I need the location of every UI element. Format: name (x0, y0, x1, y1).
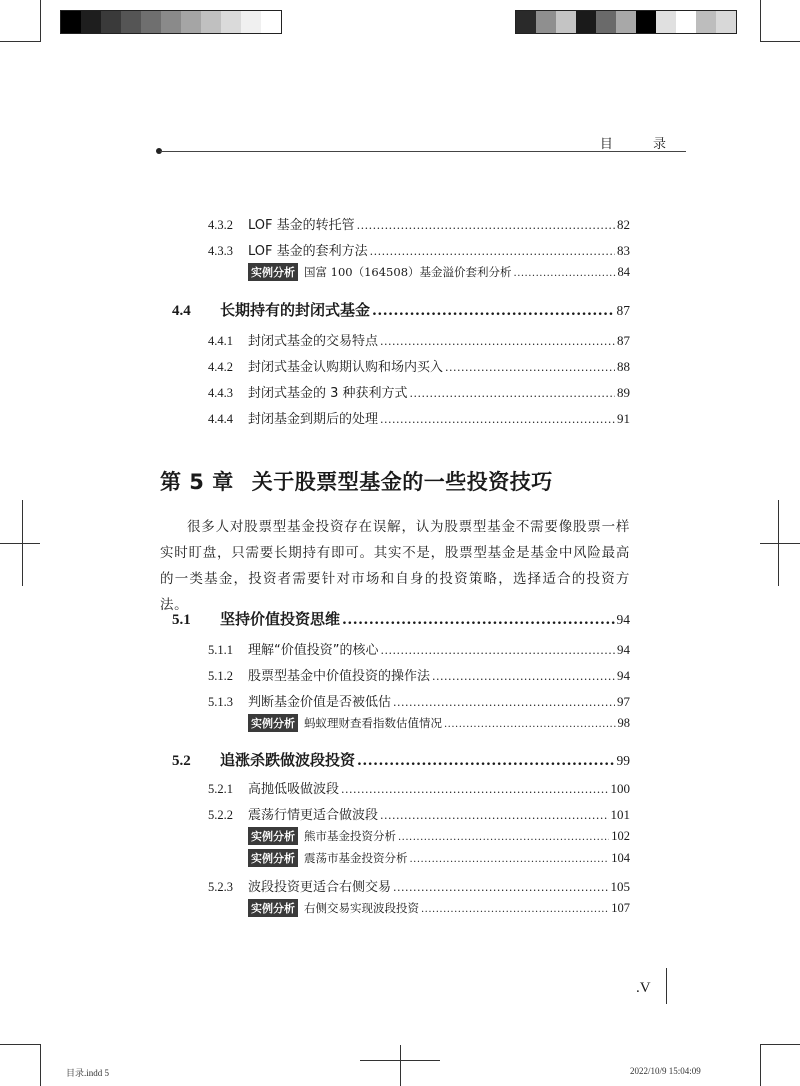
toc-number: 5.2.2 (208, 808, 233, 822)
toc-case-study (248, 827, 630, 845)
chapter-number: 第 5 章 (160, 470, 234, 494)
color-swatch (536, 11, 556, 33)
toc-subsection (208, 804, 630, 826)
toc-leader-dots (357, 219, 615, 232)
toc-title: 坚持价值投资思维 (220, 610, 341, 628)
case-study-tag: 实例分析 (248, 263, 298, 281)
toc-title: 高抛低吸做波段 (248, 782, 340, 797)
toc-title: 封闭式基金的 3 种获利方式 (248, 386, 408, 401)
toc-page-number: 87 (617, 333, 630, 348)
toc-title: 国富 100（164508）基金溢价套利分析 (304, 265, 512, 279)
color-bar-left (60, 10, 282, 34)
toc-leader-dots (341, 783, 608, 796)
toc-number: 4.4.2 (208, 360, 233, 374)
case-study-tag: 实例分析 (248, 827, 298, 845)
toc-page-number: 87 (616, 303, 630, 318)
chapter-heading (160, 466, 553, 496)
toc-title: 震荡市基金投资分析 (304, 851, 408, 865)
toc-page-number: 94 (617, 642, 630, 657)
toc-subsection (208, 330, 630, 352)
toc-leader-dots (444, 719, 616, 730)
toc-page-number: 97 (617, 694, 630, 709)
color-swatch (221, 11, 241, 33)
chapter-title: 关于股票型基金的一些投资技巧 (251, 470, 553, 494)
toc-page-number: 101 (610, 807, 630, 822)
toc-leader-dots (410, 387, 615, 400)
color-swatch (121, 11, 141, 33)
toc-title: 震荡行情更适合做波段 (248, 808, 379, 823)
folio-rule (666, 968, 667, 1004)
toc-title: 追涨杀跌做波段投资 (220, 751, 356, 769)
toc-page-number: 99 (616, 753, 630, 768)
case-study-tag: 实例分析 (248, 714, 298, 732)
toc-subsection (208, 639, 630, 661)
toc-title: 右侧交易实现波段投资 (304, 901, 419, 915)
toc-number: 5.2.1 (208, 782, 233, 796)
toc-page-number: 94 (616, 612, 630, 627)
toc-number: 5.1.1 (208, 643, 233, 657)
toc-page-number: 91 (617, 411, 630, 426)
toc-page-number: 100 (610, 781, 630, 796)
case-study-tag: 实例分析 (248, 849, 298, 867)
toc-leader-dots (342, 612, 614, 628)
toc-leader-dots (410, 854, 610, 865)
toc-title: 封闭基金到期后的处理 (248, 412, 379, 427)
toc-subsection (208, 691, 630, 713)
toc-leader-dots (393, 696, 615, 709)
color-swatch (676, 11, 696, 33)
toc-subsection (208, 382, 630, 404)
color-swatch (101, 11, 121, 33)
color-swatch (516, 11, 536, 33)
color-swatch (596, 11, 616, 33)
toc-title: 封闭式基金认购期认购和场内买入 (248, 360, 444, 375)
toc-leader-dots (393, 881, 608, 894)
color-bar-right (515, 10, 737, 34)
color-swatch (576, 11, 596, 33)
toc-number: 4.4.3 (208, 386, 233, 400)
toc-number: 5.1.3 (208, 695, 233, 709)
toc-page-number: 84 (617, 265, 630, 279)
toc-number: 5.2 (172, 753, 191, 769)
toc-leader-dots (514, 268, 616, 279)
toc-page-number: 105 (610, 879, 630, 894)
toc-title: LOF 基金的套利方法 (248, 244, 368, 259)
running-head: 目 录 (599, 137, 684, 152)
toc-page-number: 104 (611, 851, 630, 865)
color-swatch (81, 11, 101, 33)
toc-number: 5.1.2 (208, 669, 233, 683)
color-swatch (696, 11, 716, 33)
toc-title: 长期持有的封闭式基金 (220, 301, 371, 319)
toc-number: 5.1 (172, 612, 191, 628)
page-folio: .V (636, 980, 651, 996)
toc-title: 熊市基金投资分析 (304, 829, 396, 843)
toc-number: 4.4.1 (208, 334, 233, 348)
color-swatch (201, 11, 221, 33)
toc-case-study (248, 263, 630, 281)
toc-page-number: 82 (617, 217, 630, 232)
toc-title: 封闭式基金的交易特点 (248, 334, 379, 349)
toc-title: 理解“价值投资”的核心 (248, 643, 379, 658)
toc-case-study (248, 899, 630, 917)
toc-section (160, 749, 630, 775)
color-swatch (61, 11, 81, 33)
toc-leader-dots (370, 245, 615, 258)
toc-case-study (248, 714, 630, 732)
toc-number: 5.2.3 (208, 880, 233, 894)
slug-time: 2022/10/9 15:04:09 (630, 1066, 701, 1076)
toc-section (160, 608, 630, 634)
toc-title: 判断基金价值是否被低估 (248, 695, 392, 710)
toc-subsection (208, 665, 630, 687)
toc-leader-dots (445, 361, 615, 374)
toc-subsection (208, 356, 630, 378)
color-swatch (556, 11, 576, 33)
toc-title: LOF 基金的转托管 (248, 218, 355, 233)
color-swatch (261, 11, 281, 33)
toc-leader-dots (421, 904, 609, 915)
toc-page-number: 107 (611, 901, 630, 915)
toc-page-number: 88 (617, 359, 630, 374)
toc-subsection (208, 240, 630, 262)
color-swatch (141, 11, 161, 33)
color-swatch (161, 11, 181, 33)
toc-page-number: 83 (617, 243, 630, 258)
color-swatch (616, 11, 636, 33)
toc-subsection (208, 214, 630, 236)
color-swatch (636, 11, 656, 33)
toc-subsection (208, 778, 630, 800)
toc-leader-dots (380, 809, 608, 822)
toc-leader-dots (380, 413, 615, 426)
toc-leader-dots (398, 832, 609, 843)
chapter-intro: 很多人对股票型基金投资存在误解，认为股票型基金不需要像股票一样实时盯盘，只需要长期持有即可。其实不是，股票型基金是基金中风险最高的一类基金，投资者需要针对市场和自身的投资策略，选择适合的投资方法。 (160, 519, 630, 613)
toc-leader-dots (432, 670, 615, 683)
slug-file: 目录.indd 5 (66, 1068, 110, 1078)
color-swatch (716, 11, 736, 33)
case-study-tag: 实例分析 (248, 899, 298, 917)
toc-title: 股票型基金中价值投资的操作法 (248, 669, 431, 684)
toc-leader-dots (380, 644, 615, 657)
toc-title: 波段投资更适合右侧交易 (248, 880, 392, 895)
toc-title: 蚂蚁理财查看指数估值情况 (304, 716, 442, 730)
toc-case-study (248, 849, 630, 867)
toc-subsection (208, 876, 630, 898)
toc-number: 4.4 (172, 303, 191, 319)
toc-number: 4.3.3 (208, 244, 233, 258)
toc-leader-dots (357, 753, 614, 769)
toc-leader-dots (380, 335, 615, 348)
toc-leader-dots (372, 303, 614, 319)
toc-page-number: 94 (617, 668, 630, 683)
toc-number: 4.3.2 (208, 218, 233, 232)
toc-page-number: 89 (617, 385, 630, 400)
toc-subsection (208, 408, 630, 430)
toc-page-number: 102 (611, 829, 630, 843)
color-swatch (656, 11, 676, 33)
toc-page-number: 98 (617, 716, 630, 730)
toc-section (160, 299, 630, 325)
color-swatch (241, 11, 261, 33)
color-swatch (181, 11, 201, 33)
toc-number: 4.4.4 (208, 412, 233, 426)
